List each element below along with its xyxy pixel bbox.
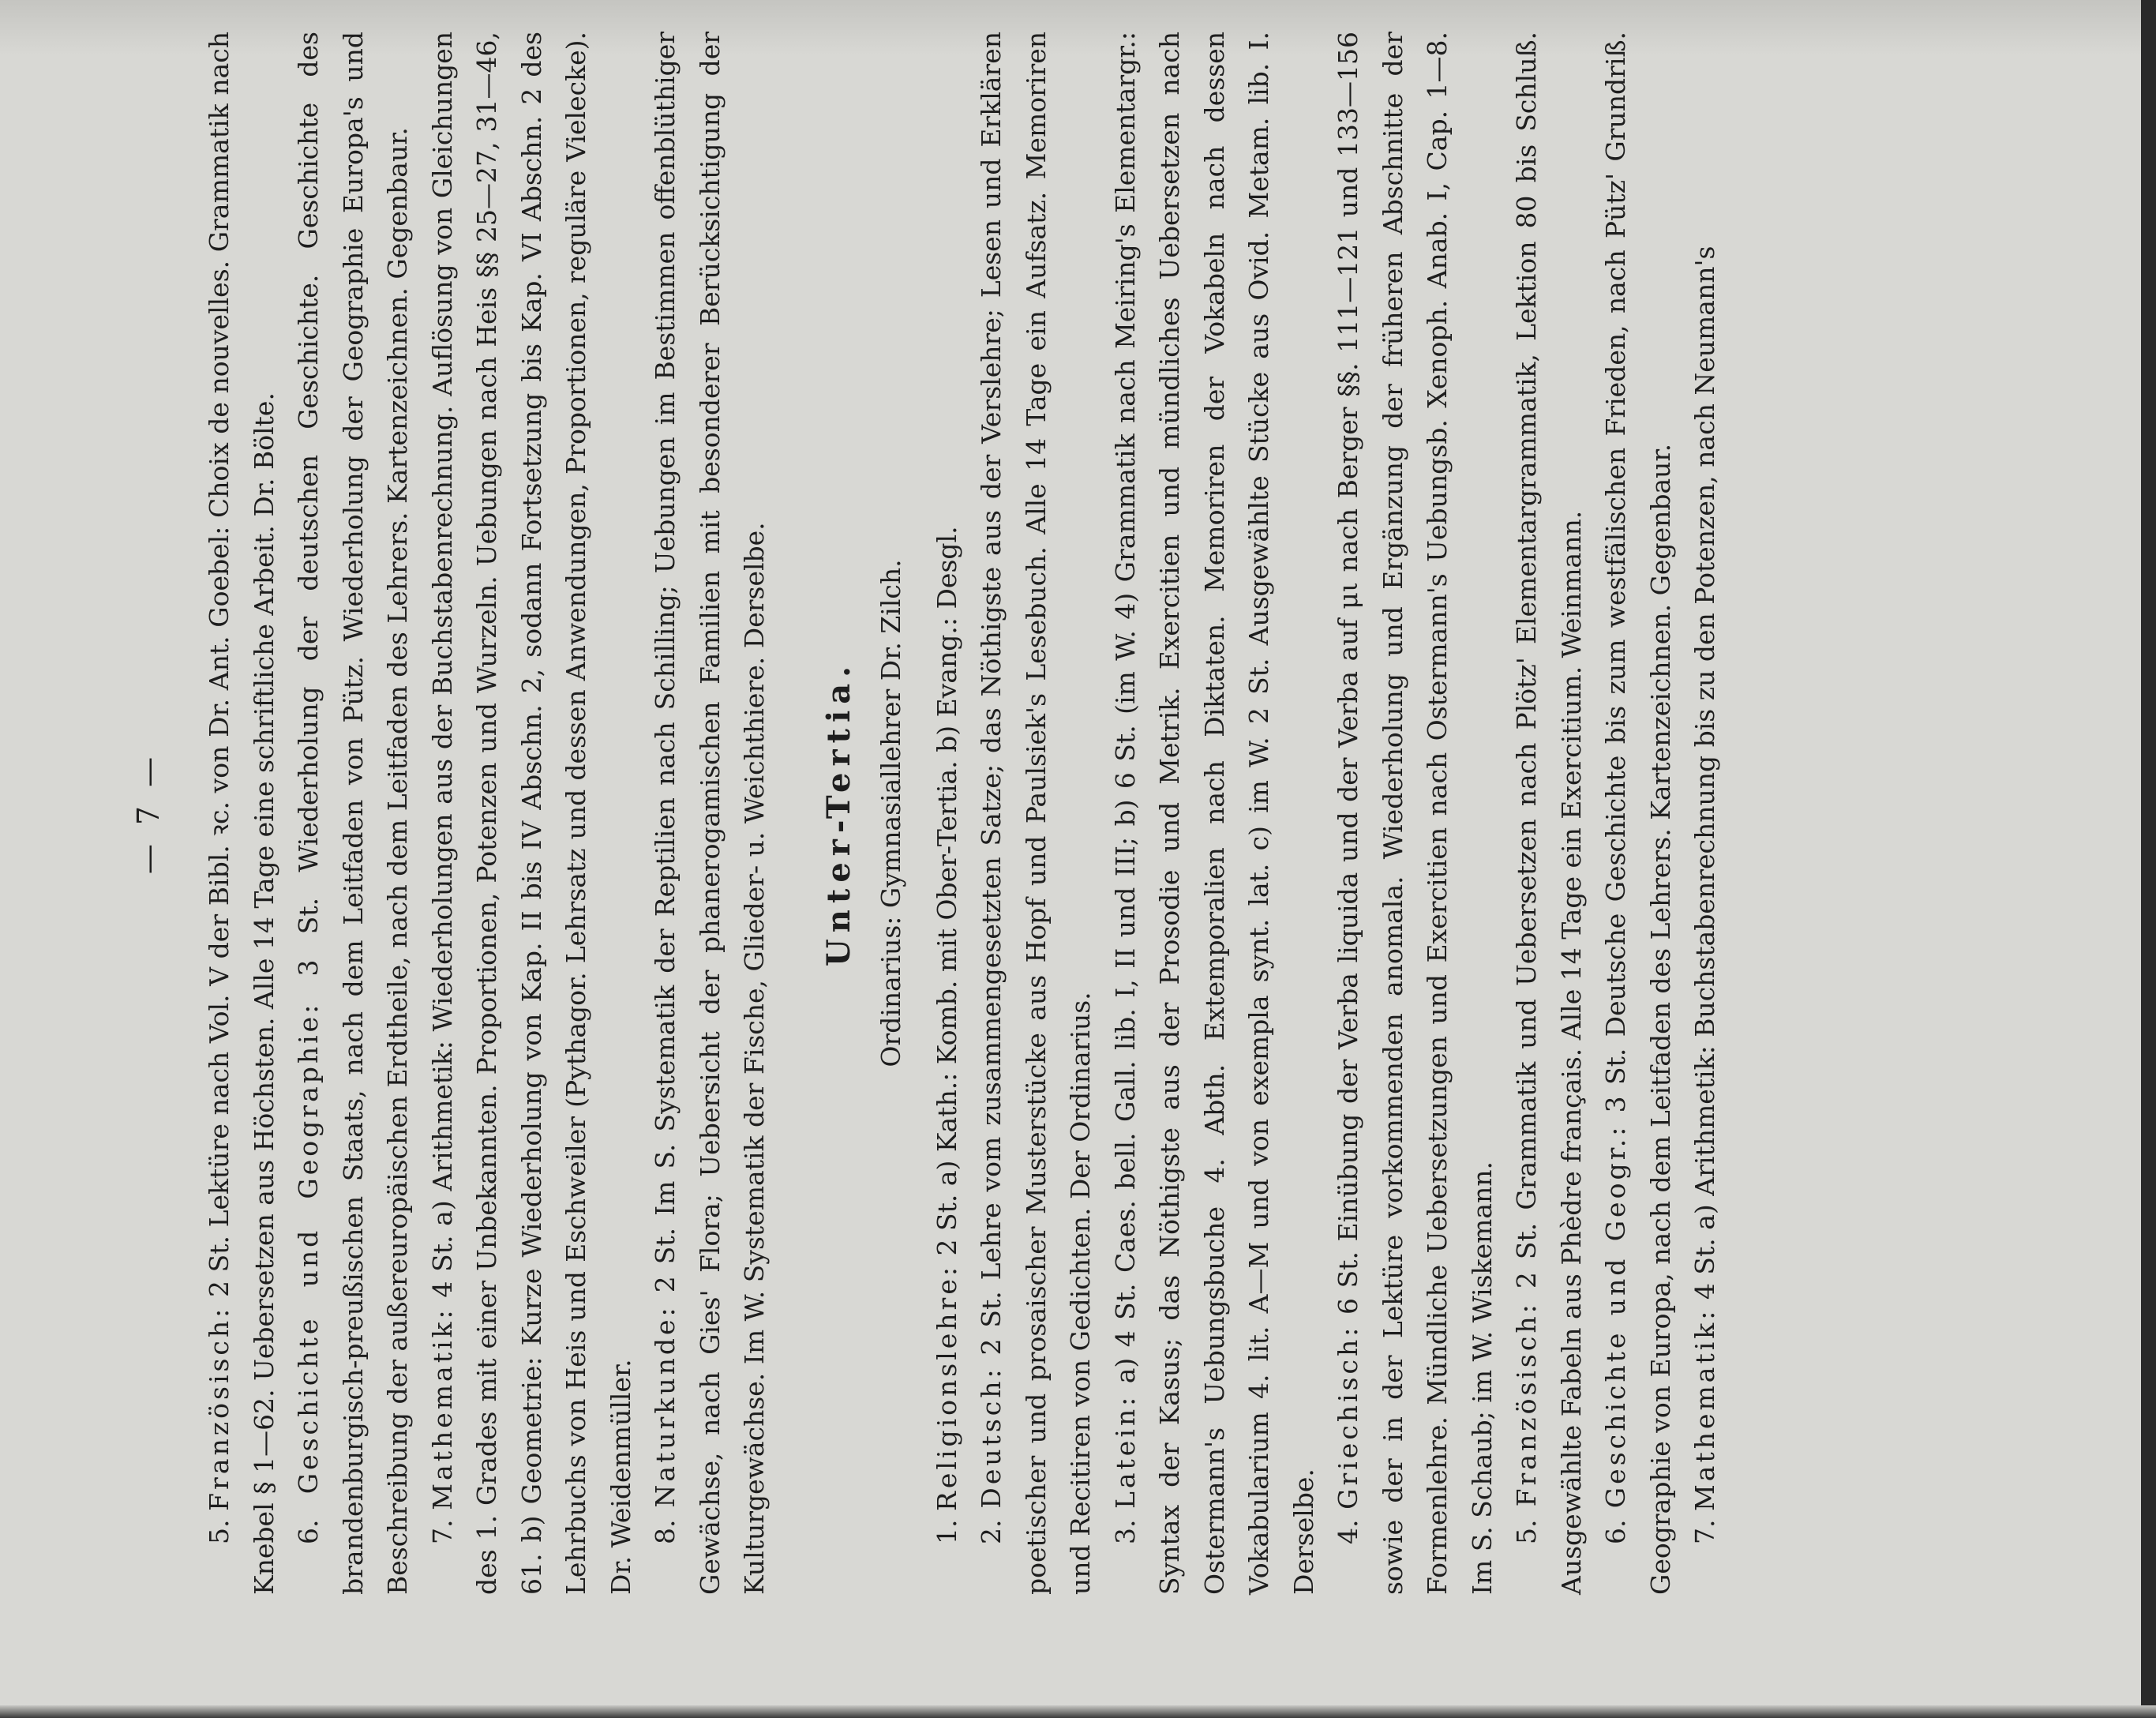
subject-heading: Mathematik: bbox=[1689, 1307, 1720, 1511]
paragraph-number: 7. bbox=[1689, 1519, 1720, 1544]
paragraph-french-upper bbox=[197, 32, 287, 1595]
paragraph-science-upper bbox=[643, 32, 778, 1595]
paragraph-french-lower bbox=[1505, 32, 1594, 1595]
paragraph-number: 6. bbox=[1600, 1519, 1631, 1544]
subject-heading: Französisch: bbox=[204, 1305, 234, 1511]
subject-heading: Naturkunde: bbox=[650, 1304, 681, 1508]
paragraph-text: 4 St. a) Arithmetik: Wiederholungen aus der Buchstabenrechnung. Auflösung von Gleichungen des 1. Grades mit einer Unbekannten. Proportionen, Potenzen und Wurzeln. Uebungen nach Heis §§ 25—27, 31—46, 61. b) Geometrie: Kurze Wiederholung von Kap. II bis IV Abschn. 2, sodann Fortsetzung bis Kap. VI Abschn. 2 des Lehrbuchs von Heis und Eschweiler (Pythagor. Lehrsatz und dessen Anwendungen, Proportionen, reguläre Vielecke). Dr. Weidenmüller. bbox=[426, 32, 636, 1595]
paragraph-number: 1. bbox=[931, 1519, 962, 1544]
page-number: — 7 — bbox=[131, 752, 166, 875]
paragraph-number: 3. bbox=[1109, 1519, 1141, 1544]
section-ordinarius: Ordinarius: Gymnasiallehrer Dr. Zilch. bbox=[876, 559, 906, 1067]
subject-heading: Mathematik: bbox=[426, 1307, 458, 1510]
paragraph-number: 5. bbox=[204, 1519, 234, 1544]
subject-heading: Geschichte und Geographie: bbox=[293, 1001, 324, 1495]
paragraph-text: 2 St. Lehre vom zusammengesetzten Satze; das Nöthigste aus der Verslehre; Lesen und Erklären poetischer und prosaischer Musterstücke aus Hopf und Paulsiek's Lesebuch. Alle 14 Tage ein Aufsatz. Memoriren und Recitiren von Gedichten. Der Ordinarius. bbox=[976, 32, 1096, 1595]
paragraph-latin bbox=[1104, 32, 1327, 1595]
subject-heading: Französisch: bbox=[1511, 1301, 1542, 1507]
paragraph-number: 5. bbox=[1511, 1519, 1542, 1544]
paragraph-history-lower bbox=[1594, 32, 1683, 1595]
paragraph-number: 2. bbox=[976, 1519, 1007, 1544]
section-title: Unter-Tertia. bbox=[819, 659, 857, 967]
paragraph-number: 4. bbox=[1333, 1519, 1363, 1544]
subject-heading: Griechisch: bbox=[1333, 1324, 1363, 1510]
paragraph-text: 2 St. a) Kath.: Komb. mit Ober-Tertia. b) Evang.: Desgl. bbox=[931, 526, 962, 1256]
paragraph-text: 3 St. Deutsche Geschichte bis zum westfälischen Frieden, nach Pütz' Grundriß. Geographie von Europa, nach dem Leitfaden des Lehrers. Kartenzeichnen. Gegenbaur. bbox=[1600, 32, 1676, 1595]
paragraph-text: 6 St. Einübung der Verba liquida und der Verba auf μι nach Berger §§. 111—121 und 133—156 sowie der in der Lektüre vorkommenden anomala. Wiederholung und Ergänzung der früheren Abschnitte der Formenlehre. Mündliche Uebersetzungen und Exercitien nach Ostermann's Uebungsb. Xenoph. Anab. I, Cap. 1—8. Im S. Schaub; im W. Wiskemann. bbox=[1333, 32, 1498, 1595]
paragraph-text: 4 St. a) Arithmetik: Buchstabenrechnung bis zu den Potenzen, nach Neumann's bbox=[1689, 246, 1720, 1300]
paragraph-text: 2 St. Grammatik und Uebersetzen nach Plötz' Elementargrammatik, Lektion 80 bis Schluß. Ausgewählte Fabeln aus Phèdre français. Alle 14 Tage ein Exercitium. Weinmann. bbox=[1511, 31, 1587, 1595]
paragraph-history-upper bbox=[287, 32, 421, 1595]
paragraph-text: a) 4 St. Caes. bell. Gall. lib. I, II und III; b) 6 St. (im W. 4) Grammatik nach Meiring's Elementargr.: Syntax der Kasus; das Nöthigste aus der Prosodie und Metrik. Exercitien und mündliches Uebersetzen nach Ostermann's Uebungsbuche 4. Abth. Extemporalien nach Diktaten. Memoriren der Vokabeln nach dessen Vokabularium 4. lit. A—M und von exempla synt. lat. c) im W. 2 St. Ausgewählte Stücke aus Ovid. Metam. lib. I. Derselbe. bbox=[1109, 32, 1319, 1595]
subject-heading: Religionslehre: bbox=[931, 1264, 962, 1511]
paragraph-math-upper bbox=[421, 32, 644, 1595]
paragraph-number: 7. bbox=[426, 1519, 458, 1544]
rotated-text-block bbox=[126, 32, 2021, 1595]
paragraph-text: 3 St. Wiederholung der deutschen Geschichte. Geschichte des brandenburgisch-preußischen Staats, nach dem Leitfaden von Pütz. Wiederholung der Geographie Europa's und Beschreibung der außereuropäischen Erdtheile, nach dem Leitfaden des Lehrers. Kartenzeichnen. Gegenbaur. bbox=[293, 32, 413, 1595]
paragraph-number: 8. bbox=[650, 1519, 681, 1544]
paragraph-number: 6. bbox=[293, 1519, 324, 1544]
paragraph-german bbox=[969, 32, 1104, 1595]
paragraph-text: 2 St. Im S. Systematik der Reptilien nach Schilling; Uebungen im Bestimmen offenblüthiger Gewächse, nach Gies' Flora; Uebersicht der phanerogamischen Familien mit besonderer Berücksichtigung der Kulturgewächse. Im W. Systematik der Fische, Glieder- u. Weichthiere. Derselbe. bbox=[650, 31, 770, 1595]
subject-heading: Latein: bbox=[1109, 1394, 1141, 1510]
scan-edge-right bbox=[2141, 0, 2156, 1718]
subject-heading: Geschichte und Geogr.: bbox=[1600, 1123, 1631, 1509]
subject-heading: Deutsch: bbox=[976, 1366, 1007, 1509]
paragraph-text: 2 St. Lektüre nach Vol. V der Bibl. ꝛc. von Dr. Ant. Goebel: Choix de nouvelles. Grammatik nach Knebel § 1—62. Uebersetzen aus Höchsten. Alle 14 Tage eine schriftliche Arbeit. Dr. Bölte. bbox=[204, 32, 279, 1595]
scan-edge-bottom bbox=[0, 1705, 2156, 1718]
paragraph-greek bbox=[1326, 32, 1505, 1595]
paragraph-math-lower bbox=[1683, 32, 1728, 1595]
paragraph-religion bbox=[925, 32, 970, 1595]
lower-section bbox=[925, 32, 1728, 1595]
upper-section bbox=[197, 32, 778, 1595]
